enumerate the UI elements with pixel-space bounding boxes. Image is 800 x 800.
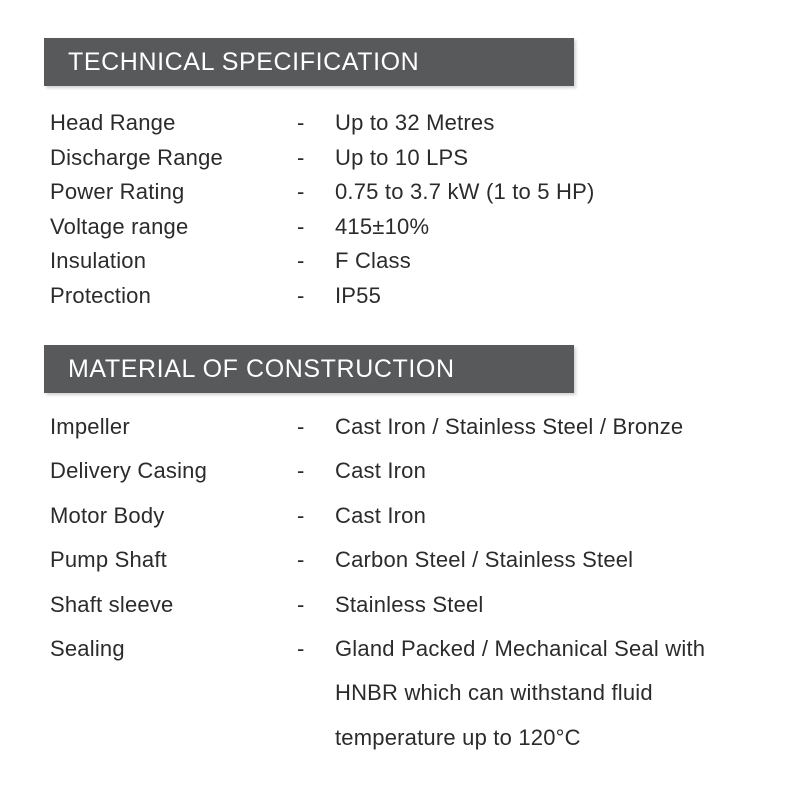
spec-value: Stainless Steel: [335, 591, 484, 617]
spec-value-multiline: [335, 627, 760, 760]
spec-separator: -: [297, 248, 305, 274]
spec-label: Shaft sleeve: [50, 591, 174, 617]
spec-row: [50, 405, 760, 449]
spec-value: 0.75 to 3.7 kW (1 to 5 HP): [335, 179, 595, 205]
spec-row: [50, 141, 760, 176]
spec-row: [50, 175, 760, 210]
spec-label: Head Range: [50, 110, 176, 135]
spec-value: Up to 32 Metres: [335, 110, 495, 135]
spec-separator: -: [297, 179, 305, 205]
spec-label: Motor Body: [50, 502, 165, 528]
spec-row: [50, 244, 760, 279]
spec-value: IP55: [335, 282, 382, 308]
spec-separator: -: [297, 144, 305, 170]
spec-label: Insulation: [50, 248, 147, 274]
spec-separator: -: [297, 414, 305, 439]
spec-separator: -: [297, 282, 305, 308]
spec-value: Cast Iron: [335, 502, 427, 528]
spec-separator: -: [297, 636, 305, 662]
spec-value: Up to 10 LPS: [335, 144, 469, 170]
spec-value: 415±10%: [335, 213, 430, 239]
spec-row: [50, 449, 760, 493]
section-title-material-of-construction: MATERIAL OF CONSTRUCTION: [44, 345, 574, 393]
spec-row: [50, 538, 760, 582]
spec-value: F Class: [335, 248, 411, 274]
spec-separator: -: [297, 110, 305, 135]
spec-row: [50, 583, 760, 627]
spec-row: [50, 210, 760, 245]
spec-row: [50, 279, 760, 314]
spec-value-line: temperature up to 120°C: [335, 724, 581, 750]
technical-specification-list: [50, 106, 760, 314]
spec-separator: -: [297, 458, 305, 484]
spec-separator: -: [297, 213, 305, 239]
spec-separator: -: [297, 547, 305, 573]
spec-label: Protection: [50, 282, 152, 308]
spec-label: Power Rating: [50, 179, 185, 205]
spec-label: Voltage range: [50, 213, 189, 239]
spec-label: Sealing: [50, 636, 125, 662]
spec-label: Delivery Casing: [50, 458, 208, 484]
spec-separator: -: [297, 502, 305, 528]
spec-value: Cast Iron / Stainless Steel / Bronze: [335, 414, 684, 439]
material-of-construction-list: [50, 405, 760, 760]
spec-label: Pump Shaft: [50, 547, 167, 573]
spec-row: [50, 494, 760, 538]
spec-row: [50, 106, 760, 141]
spec-label: Impeller: [50, 414, 130, 439]
section-title-technical-specification: TECHNICAL SPECIFICATION: [44, 38, 574, 86]
spec-value-line: HNBR which can withstand fluid: [335, 680, 653, 706]
spec-row: [50, 627, 760, 760]
spec-value: Cast Iron: [335, 458, 427, 484]
spec-value: Carbon Steel / Stainless Steel: [335, 547, 634, 573]
spec-value-line: Gland Packed / Mechanical Seal with: [335, 636, 706, 662]
spec-separator: -: [297, 591, 305, 617]
spec-label: Discharge Range: [50, 144, 223, 170]
